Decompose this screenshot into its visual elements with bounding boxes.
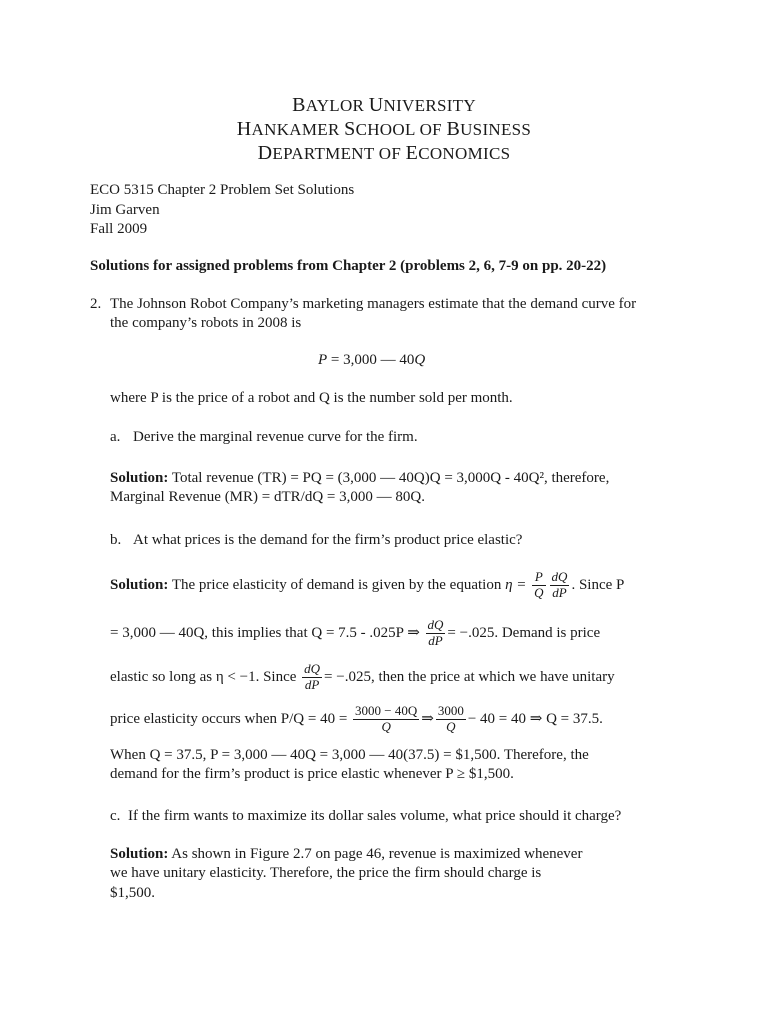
course-title: ECO 5315 Chapter 2 Problem Set Solutions [90,182,355,198]
revenue-fraction: $\frac{3000 - 40Q}{Q}$ [355,703,418,734]
dq-dp-fraction-3: $\frac{dQ}{dP}$ [304,661,321,692]
dq-dp-fraction: $\frac{dQ}{dP}$ [551,569,568,600]
part-a-solution-line1: Solution: Total revenue (TR) = PQ = (3,000 — 40Q)Q = 3,000Q - 40Q², therefore, [110,470,610,486]
part-b-question: At what prices is the demand for the firm’s product price elastic? [133,532,523,548]
part-a-question: Derive the marginal revenue curve for the firm. [133,429,418,445]
demand-equation: P = 3,000 — 40Q [318,352,426,368]
where-text: where P is the price of a robot and Q is the number sold per month. [110,390,513,406]
part-b-solution-line3: elastic so long as η < −1. Since $\frac{dQ}{dP}$ = −.025, then the price at which we have unitary [110,661,615,692]
dq-dp-fraction-2: $\frac{dQ}{dP}$ [427,617,444,648]
part-a-label: a. [110,429,121,445]
department-name: DEPARTMENT OF ECONOMICS [257,142,511,164]
part-b-solution-line2: = 3,000 — 40Q, this implies that Q = 7.5 - .025P ⇒ $\frac{dQ}{dP}$ = −.025. Demand is price [110,617,601,648]
section-title: Solutions for assigned problems from Chapter 2 (problems 2, 6, 7-9 on pp. 20-22) [90,258,607,274]
problem-number: 2. [90,296,102,312]
problem-text-line1: The Johnson Robot Company’s marketing managers estimate that the demand curve for [110,296,637,312]
part-b-solution-line1: Solution: The price elasticity of demand is given by the equation η = $\frac{P}{Q}$ $\frac{dQ}{dP}$ . Since P [110,569,625,600]
part-b-solution-line6: demand for the firm’s product is price elastic whenever P ≥ $1,500. [110,766,514,782]
problem-text-line2: the company’s robots in 2008 is [110,315,302,331]
term: Fall 2009 [90,221,148,237]
university-name: BAYLOR UNIVERSITY [292,94,476,116]
part-c-question: If the firm wants to maximize its dollar sales volume, what price should it charge? [128,808,622,824]
part-c-solution-line3: $1,500. [110,885,155,901]
part-a-solution-line2: Marginal Revenue (MR) = dTR/dQ = 3,000 — 80Q. [110,489,425,505]
part-b-solution-line5: When Q = 37.5, P = 3,000 — 40Q = 3,000 — 40(37.5) = $1,500. Therefore, the [110,747,589,763]
p-over-q-fraction: $\frac{P}{Q}$ [534,569,544,600]
part-b-label: b. [110,532,122,548]
part-b-solution-line4: price elasticity occurs when P/Q = 40 = $\frac{3000 - 40Q}{Q}$ ⇒ $\frac{3000}{Q}$ − 40 = 40 ⇒ Q = 37.5. [110,703,603,734]
part-c-label: c. [110,808,121,824]
part-c-solution-line1: Solution: As shown in Figure 2.7 on page 46, revenue is maximized whenever [110,846,583,862]
revenue-fraction-2: $\frac{3000}{Q}$ [437,703,464,734]
school-name: HANKAMER SCHOOL OF BUSINESS [236,118,532,140]
author-name: Jim Garven [90,202,160,218]
part-c-solution-line2: we have unitary elasticity. Therefore, the price the firm should charge is [110,865,542,881]
